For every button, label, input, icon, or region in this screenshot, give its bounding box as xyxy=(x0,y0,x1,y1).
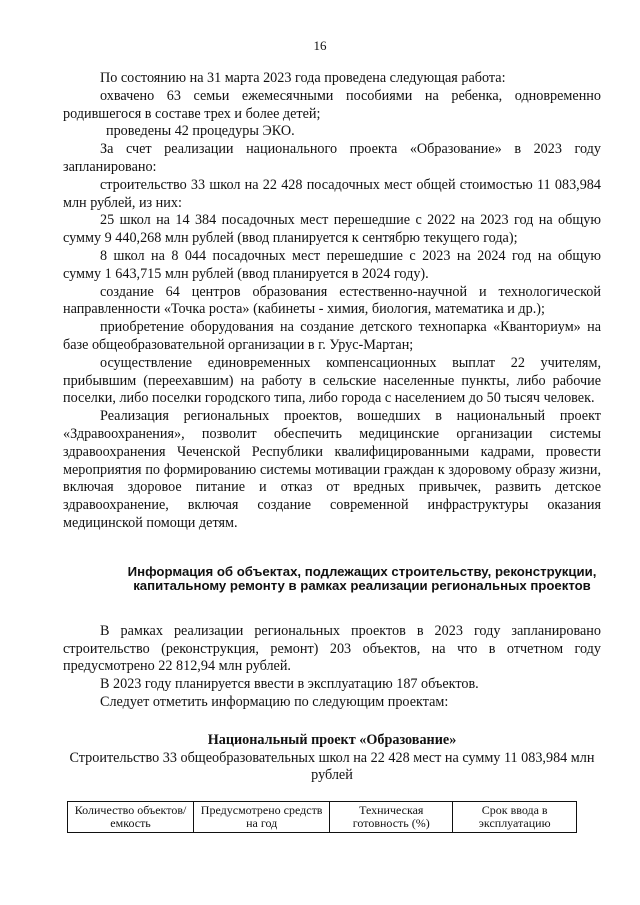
table-header-cell: Техническая готовность (%) xyxy=(330,802,453,833)
document-body xyxy=(63,70,601,833)
paragraphs-bottom xyxy=(63,623,601,712)
schedule-table xyxy=(67,801,577,833)
page-number: 16 xyxy=(313,38,327,53)
paragraph: 8 школ на 8 044 посадочных мест перешедшие с 2023 на 2024 год на общую сумму 1 643,715 млн рублей (ввод планируется в 2024 году). xyxy=(63,247,601,282)
table-header-cell: Количество объектов/емкость xyxy=(68,802,194,833)
project-title: Национальный проект «Образование» xyxy=(207,731,457,748)
paragraph: Следует отметить информацию по следующим проектам: xyxy=(100,693,449,710)
table-header-cell: Предусмотрено средств на год xyxy=(194,802,330,833)
paragraph: По состоянию на 31 марта 2023 года проведена следующая работа: xyxy=(100,70,506,86)
paragraph: создание 64 центров образования естественно-научной и технологической направленности «Точка роста» (кабинеты - химия, биология, математика и др.); xyxy=(63,283,601,318)
paragraph: строительство 33 школ на 22 428 посадочных мест общей стоимостью 11 083,984 млн рублей, из них: xyxy=(63,176,601,211)
paragraph: Реализация региональных проектов, вошедших в национальный проект «Здравоохранения», позволит обеспечить медицинские организации системы здравоохранения Чеченской Республики квалифицированными кадрами, провести мероприятия по формированию системы мотивации граждан к здоровому образу жизни, включая здоровое питание и отказ от вредных привычек, развить детское здравоохранение, включая создание современной инфраструктуры оказания медицинской помощи детям. xyxy=(63,408,601,531)
paragraph: охвачено 63 семьи ежемесячными пособиями на ребенка, одновременно родившегося в составе трех и более детей; xyxy=(63,87,601,122)
project-subtitle: Строительство 33 общеобразовательных школ на 22 428 мест на сумму 11 083,984 млн рублей xyxy=(69,749,595,784)
paragraph: В рамках реализации региональных проектов в 2023 году запланировано строительство (реконструкция, ремонт) 203 объектов, на что в отчетном году предусмотрено 22 812,94 млн рублей. xyxy=(63,622,601,675)
section-title: Информация об объектах, подлежащих строительству, реконструкции, капитальному ремонту в рамках реализации региональных проектов xyxy=(127,563,597,593)
paragraph: За счет реализации национального проекта «Образование» в 2023 году запланировано: xyxy=(63,141,601,175)
paragraph: В 2023 году планируется ввести в эксплуатацию 187 объектов. xyxy=(100,676,479,693)
table-header-row xyxy=(68,802,577,833)
paragraph: приобретение оборудования на создание детского технопарка «Кванториум» на базе общеобразовательной организации в г. Урус-Мартан; xyxy=(63,319,601,353)
table-header-cell: Срок ввода в эксплуатацию xyxy=(453,802,577,833)
paragraph: осуществление единовременных компенсационных выплат 22 учителям, прибывшим (переехавшим) на работу в сельские населенные пункты, либо рабочие поселки, либо поселки городского типа, либо города с населением до 50 тысяч человек. xyxy=(63,354,601,407)
paragraphs-top xyxy=(63,70,601,533)
paragraph: 25 школ на 14 384 посадочных мест перешедшие с 2022 на 2023 год на общую сумму 9 440,268 млн рублей (ввод планируется к сентябрю текущего года); xyxy=(63,212,601,247)
paragraph: проведены 42 процедуры ЭКО. xyxy=(106,123,295,140)
